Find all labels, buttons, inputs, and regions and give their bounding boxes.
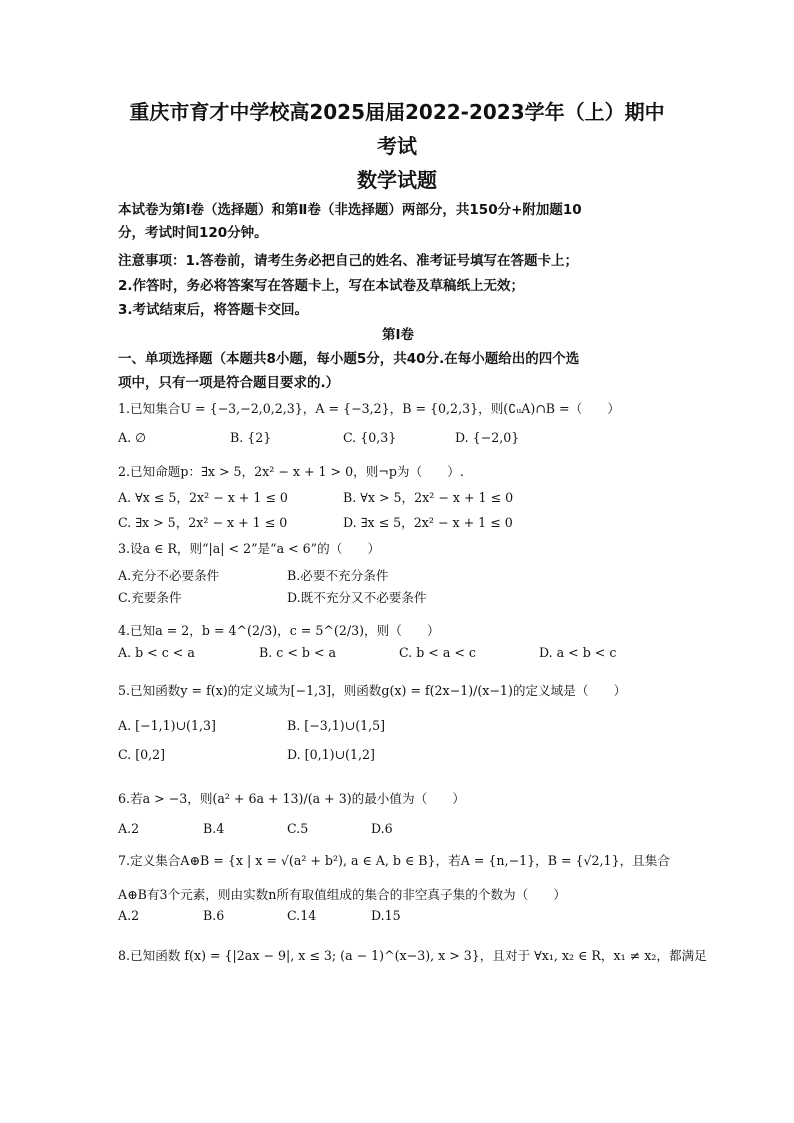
question-4-option-a: A. b < c < a bbox=[118, 645, 195, 660]
question-2-stem: 2.已知命题p：∃x > 5，2x² − x + 1 > 0，则¬p为（ ）. bbox=[118, 464, 464, 479]
question-4-option-c: C. b < a < c bbox=[399, 645, 476, 660]
question-6-option-c: C.5 bbox=[287, 821, 309, 836]
notice-line1: 注意事项：1.答卷前，请考生务必把自己的姓名、准考证号填写在答题卡上； bbox=[118, 253, 579, 269]
question-7-option-d: D.15 bbox=[371, 908, 401, 923]
question-4-option-b: B. c < b < a bbox=[259, 645, 337, 660]
question-2-option-c: C. ∃x > 5，2x² − x + 1 ≤ 0 bbox=[118, 515, 288, 530]
question-4-stem: 4.已知a = 2，b = 4^(2/3)，c = 5^(2/3)，则（ ） bbox=[118, 623, 440, 638]
notice-line3: 3.考试结束后，将答题卡交回。 bbox=[118, 302, 309, 318]
question-2-option-a: A. ∀x ≤ 5，2x² − x + 1 ≤ 0 bbox=[118, 490, 288, 505]
exam-title-line2: 考试 bbox=[377, 134, 417, 158]
section-heading-line2: 项中，只有一项是符合题目要求的.） bbox=[118, 375, 340, 391]
question-3-option-b: B.必要不充分条件 bbox=[287, 568, 389, 583]
question-6-stem: 6.若a > −3，则(a² + 6a + 13)/(a + 3)的最小值为（ ） bbox=[118, 791, 465, 806]
question-5-option-c: C. [0,2] bbox=[118, 747, 166, 762]
question-3-option-d: D.既不充分又不必要条件 bbox=[287, 590, 427, 605]
question-1-option-a: A. ∅ bbox=[118, 430, 147, 445]
question-5-option-b: B. [−3,1)∪(1,5] bbox=[287, 718, 386, 733]
question-7-stem: 7.定义集合A⊕B = {x | x = √(a² + b²), a ∈ A, b ∈ B}，若A = {n,−1}，B = {√2,1}，且集合 bbox=[118, 853, 670, 868]
exam-subject: 数学试题 bbox=[357, 168, 437, 192]
question-7-option-c: C.14 bbox=[287, 908, 317, 923]
question-2-option-b: B. ∀x > 5，2x² − x + 1 ≤ 0 bbox=[343, 490, 514, 505]
section-heading-line1: 一、单项选择题（本题共8小题，每小题5分，共40分.在每小题给出的四个选 bbox=[118, 351, 580, 367]
exam-title-line1: 重庆市育才中学校高2025届届2022-2023学年（上）期中 bbox=[129, 100, 665, 124]
question-8-stem: 8.已知函数 f(x) = {|2ax − 9|, x ≤ 3; (a − 1)^(x−3), x > 3}，且对于 ∀x₁, x₂ ∈ R，x₁ ≠ x₂，都满足 bbox=[118, 948, 707, 963]
question-5-option-a: A. [−1,1)∪(1,3] bbox=[118, 718, 216, 733]
question-1-option-c: C. {0,3} bbox=[343, 430, 397, 445]
question-5-stem: 5.已知函数y = f(x)的定义域为[−1,3]，则函数g(x) = f(2x−1)/(x−1)的定义域是（ ） bbox=[118, 683, 627, 698]
question-5-option-d: D. [0,1)∪(1,2] bbox=[287, 747, 375, 762]
question-7-option-b: B.6 bbox=[203, 908, 225, 923]
question-7-stem-continued: A⊕B有3个元素，则由实数n所有取值组成的集合的非空真子集的个数为（ ） bbox=[118, 887, 567, 902]
intro-line1: 本试卷为第Ⅰ卷（选择题）和第Ⅱ卷（非选择题）两部分，共150分+附加题10 bbox=[118, 202, 582, 218]
question-4-option-d: D. a < b < c bbox=[539, 645, 617, 660]
question-6-option-b: B.4 bbox=[203, 821, 225, 836]
question-7-option-a: A.2 bbox=[118, 908, 140, 923]
question-6-option-d: D.6 bbox=[371, 821, 393, 836]
question-6-option-a: A.2 bbox=[118, 821, 140, 836]
question-2-option-d: D. ∃x ≤ 5，2x² − x + 1 ≤ 0 bbox=[343, 515, 513, 530]
question-3-option-c: C.充要条件 bbox=[118, 590, 182, 605]
intro-line2: 分，考试时间120分钟。 bbox=[118, 225, 268, 241]
question-1-stem: 1.已知集合U = {−3,−2,0,2,3}，A = {−3,2}，B = {0,2,3}，则(∁ᵤA)∩B =（ ） bbox=[118, 401, 620, 416]
notice-line2: 2.作答时，务必将答案写在答题卡上，写在本试卷及草稿纸上无效； bbox=[118, 278, 525, 294]
question-1-option-b: B. {2} bbox=[230, 430, 272, 445]
part1-heading: 第Ⅰ卷 bbox=[381, 327, 415, 343]
question-1-option-d: D. {−2,0} bbox=[455, 430, 520, 445]
question-3-option-a: A.充分不必要条件 bbox=[118, 568, 220, 583]
question-3-stem: 3.设a ∈ R，则“|a| < 2”是“a < 6”的（ ） bbox=[118, 541, 381, 556]
